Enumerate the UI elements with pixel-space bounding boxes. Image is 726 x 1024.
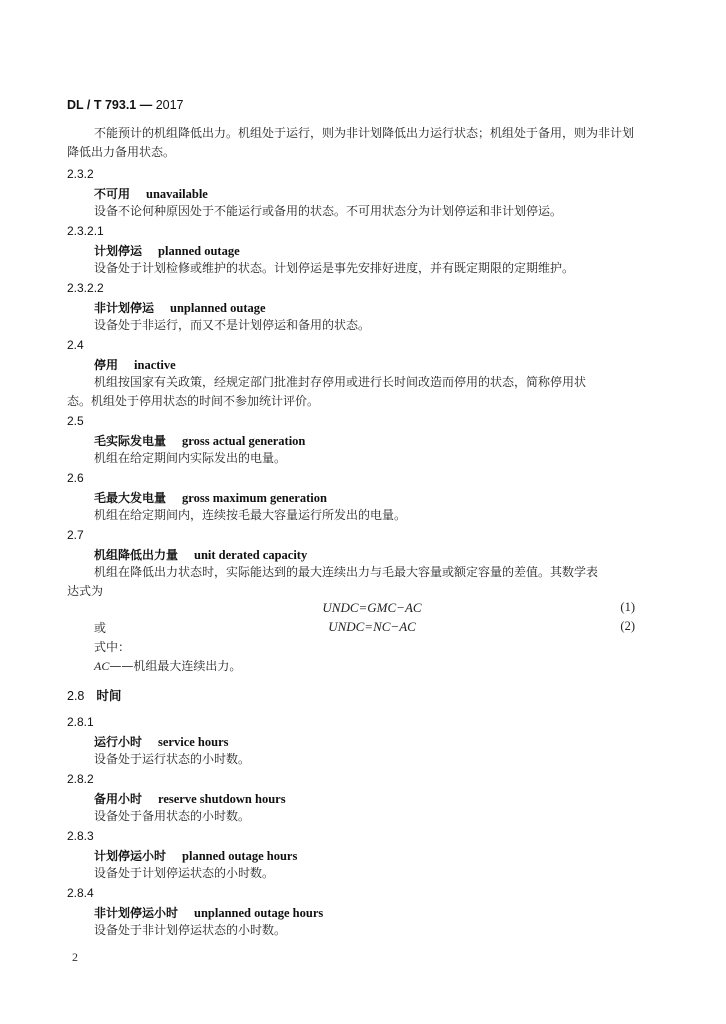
term-heading [94,242,240,259]
term-en: unplanned outage hours [194,906,324,920]
term-definition: 设备处于计划停运状态的小时数。 [94,866,275,880]
symbol-definition [94,657,639,676]
term-cn: 毛实际发电量 [94,434,167,448]
term-heading [94,790,286,807]
term-cn: 毛最大发电量 [94,491,167,505]
header-dash: — [136,98,156,112]
formula-expression: UNDC=NC−AC [328,619,416,634]
where-label: 式中： [94,640,131,654]
symbol-meaning: ——机组最大连续出力。 [109,659,242,673]
term-en: gross actual generation [182,434,306,448]
standard-year: 2017 [155,98,184,112]
term-definition: 设备处于计划检修或维护的状态。计划停运是事先安排好进度，并有既定期限的定期维护。 [94,261,575,275]
term-cn: 机组降低出力量 [94,548,179,562]
term-heading [94,904,323,921]
term-cn: 计划停运小时 [94,849,167,863]
term-definition-line: 态。机组处于停用状态的时间不参加统计评价。 [67,394,320,408]
intro-paragraph: 不能预计的机组降低出力。机组处于运行，则为非计划降低出力运行状态；机组处于备用，则为非计划降低出力备用状态。 [67,126,635,159]
term-definition: 设备不论何种原因处于不能运行或备用的状态。不可用状态分为计划停运和非计划停运。 [94,204,563,218]
formula-expression: UNDC=GMC−AC [322,600,422,615]
term-heading [94,847,297,864]
term-definition: 设备处于备用状态的小时数。 [94,809,251,823]
term-definition: 机组在给定期间内，连续按毛最大容量运行所发出的电量。 [94,508,407,522]
term-cn: 非计划停运 [94,301,155,315]
term-definition: 机组在给定期间内实际发出的电量。 [94,451,287,465]
term-en: planned outage [158,244,240,258]
term-heading [94,546,307,563]
term-definition-line: 达式为 [67,584,104,598]
clause-number: 2.6 [67,471,84,485]
formula-row [67,619,635,637]
term-definition: 设备处于非计划停运状态的小时数。 [94,923,287,937]
term-heading [94,733,229,750]
term-en: reserve shutdown hours [158,792,286,806]
term-en: service hours [158,735,229,749]
section-heading [67,686,121,704]
formula-prefix: 或 [94,621,107,635]
clause-number: 2.8.1 [67,715,94,729]
term-en: unavailable [146,187,208,201]
clause-number: 2.3.2.1 [67,224,104,238]
clause-number: 2.3.2.2 [67,281,104,295]
standard-code: DL / T 793.1 [67,98,137,112]
clause-number: 2.5 [67,414,84,428]
clause-number: 2.8.3 [67,829,94,843]
term-en: gross maximum generation [182,491,327,505]
term-heading [94,356,176,373]
clause-number: 2.7 [67,528,84,542]
term-en: inactive [134,358,176,372]
formula-number: (2) [620,619,635,633]
clause-number: 2.8.2 [67,772,94,786]
clause-number: 2.8.4 [67,886,94,900]
section-number: 2.8 [67,689,85,703]
term-heading [94,432,305,449]
term-cn: 备用小时 [94,792,143,806]
term-definition-line: 机组按国家有关政策，经规定部门批准封存停用或进行长时间改造而停用的状态，简称停用状 [94,375,587,389]
term-en: unplanned outage [170,301,266,315]
clause-number: 2.4 [67,338,84,352]
term-heading [94,185,208,202]
term-definition: 设备处于运行状态的小时数。 [94,752,251,766]
term-cn: 停用 [94,358,119,372]
term-cn: 非计划停运小时 [94,906,179,920]
page-number: 2 [72,950,78,964]
term-en: planned outage hours [182,849,298,863]
term-cn: 不可用 [94,187,131,201]
clause-number: 2.3.2 [67,167,94,181]
term-en: unit derated capacity [194,548,308,562]
term-heading [94,299,266,316]
formula-row [67,600,635,618]
standard-header [67,98,184,112]
term-cn: 计划停运 [94,244,143,258]
term-definition-line: 机组在降低出力状态时，实际能达到的最大连续出力与毛最大容量或额定容量的差值。其数学表 [94,565,599,579]
symbol: AC [94,659,110,673]
term-definition: 设备处于非运行，而又不是计划停运和备用的状态。 [94,318,371,332]
term-heading [94,489,327,506]
term-cn: 运行小时 [94,735,143,749]
formula-number: (1) [620,600,635,614]
section-title: 时间 [96,688,122,703]
